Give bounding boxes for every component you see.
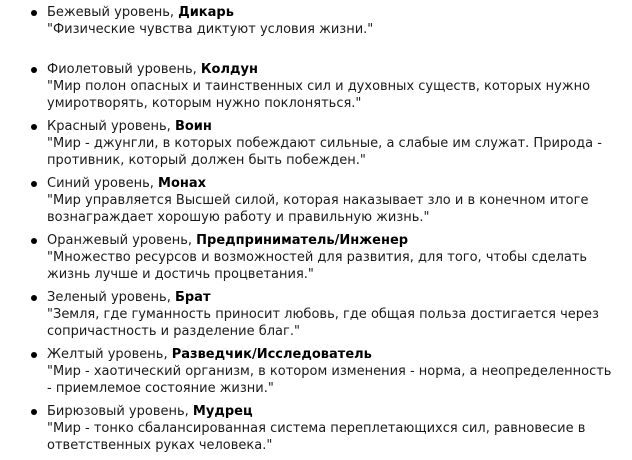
- level-name: Брат: [174, 290, 211, 305]
- level-heading: [47, 289, 632, 306]
- list-item-red: [0, 118, 632, 175]
- bullet-icon: [31, 10, 37, 16]
- list-item-orange: [0, 232, 632, 289]
- level-name: Колдун: [200, 62, 258, 77]
- level-heading: [47, 118, 632, 135]
- quote-line: "Физические чувства диктуют условия жизни.": [47, 22, 374, 37]
- level-name: Разведчик/Исследователь: [171, 347, 372, 362]
- level-label: Синий уровень,: [47, 176, 159, 191]
- quote-line: "Мир - джунгли, в которых побеждают сильные, а слабые им служат. Природа -: [47, 136, 602, 151]
- quote-line: противник, который должен быть побежден.": [47, 153, 366, 168]
- bullet-icon: [31, 67, 37, 73]
- quote-line: сопричастность и разделение благ.": [47, 324, 300, 339]
- level-name: Воин: [174, 119, 212, 134]
- level-label: Оранжевый уровень,: [47, 233, 197, 248]
- level-name: Мудрец: [192, 404, 253, 419]
- quote-line: "Множество ресурсов и возможностей для развития, для того, чтобы сделать: [47, 250, 588, 265]
- list-item-yellow: [0, 346, 632, 403]
- quote-line: вознаграждает хорошую работу и правильную жизнь.": [47, 210, 430, 225]
- bullet-icon: [31, 352, 37, 358]
- list-item-turquoise: [0, 403, 632, 460]
- level-heading: [47, 232, 632, 249]
- level-label: Бежевый уровень,: [47, 5, 179, 20]
- bullet-icon: [31, 238, 37, 244]
- quote-line: жизнь лучше и достичь процветания.": [47, 267, 314, 282]
- bullet-icon: [31, 124, 37, 130]
- quote-line: "Земля, где гуманность приносит любовь, где общая польза достигается через: [47, 307, 599, 322]
- level-heading: [47, 4, 632, 21]
- level-label: Бирюзовый уровень,: [47, 404, 193, 419]
- level-label: Красный уровень,: [47, 119, 175, 134]
- quote-line: "Мир полон опасных и таинственных сил и духовных существ, которых нужно: [47, 79, 591, 94]
- level-heading: [47, 61, 632, 78]
- list-item-purple: [0, 61, 632, 118]
- list-item-green: [0, 289, 632, 346]
- list-item-blue: [0, 175, 632, 232]
- level-name: Дикарь: [178, 5, 234, 20]
- level-heading: [47, 346, 632, 363]
- level-label: Желтый уровень,: [47, 347, 172, 362]
- bullet-icon: [31, 181, 37, 187]
- quote-line: "Мир - тонко сбалансированная система переплетающихся сил, равновесие в: [47, 421, 586, 436]
- quote-line: ответственных руках человека.": [47, 438, 273, 453]
- level-heading: [47, 403, 632, 420]
- level-label: Фиолетовый уровень,: [47, 62, 201, 77]
- level-name: Монах: [158, 176, 207, 191]
- level-name: Предприниматель/Инженер: [196, 233, 409, 248]
- quote-line: "Мир управляется Высшей силой, которая наказывает зло и в конечном итоге: [47, 193, 589, 208]
- quote-line: "Мир - хаотический организм, в котором изменения - норма, а неопределенность: [47, 364, 612, 379]
- level-heading: [47, 175, 632, 192]
- bullet-icon: [31, 409, 37, 415]
- bullet-icon: [31, 295, 37, 301]
- quote-line: - приемлемое состояние жизни.": [47, 381, 274, 396]
- quote-line: умиротворять, которым нужно поклоняться.": [47, 96, 362, 111]
- list-item-beige: [0, 4, 632, 61]
- level-label: Зеленый уровень,: [47, 290, 175, 305]
